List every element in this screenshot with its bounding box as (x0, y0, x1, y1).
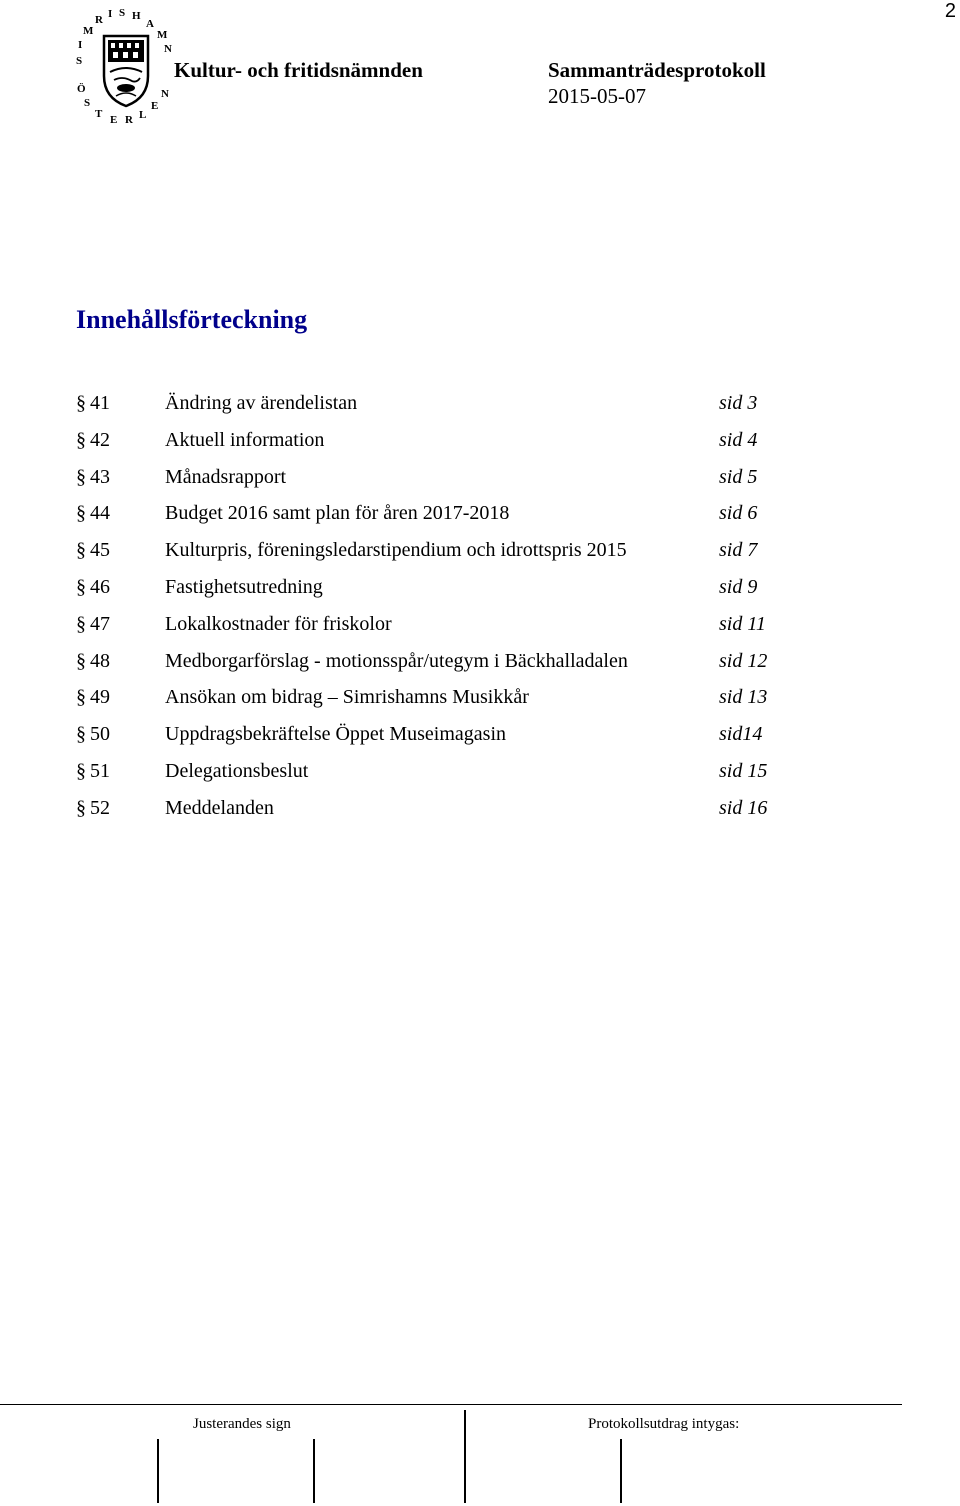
entry-title: Lokalkostnader för friskolor (165, 612, 392, 635)
entry-title: Aktuell information (165, 428, 325, 451)
entry-title: Månadsrapport (165, 465, 287, 488)
entry-title: Uppdragsbekräftelse Öppet Museimagasin (165, 723, 507, 746)
footer-divider (0, 1404, 902, 1405)
section-symbol: § (76, 539, 86, 562)
entry-number: 50 (90, 723, 110, 746)
entry-number: 51 (90, 759, 110, 782)
seal-letter: E (151, 100, 159, 112)
section-symbol: § (76, 649, 86, 672)
section-symbol: § (76, 723, 86, 746)
toc-entry (76, 756, 796, 793)
toc-entry (76, 646, 796, 683)
table-of-contents (76, 388, 796, 830)
entry-title: Meddelanden (165, 796, 274, 819)
entry-number: 48 (90, 649, 110, 672)
page-number: 2 (944, 0, 956, 22)
entry-page: sid 5 (719, 465, 758, 488)
signature-box-divider (157, 1439, 159, 1503)
entry-page: sid 12 (719, 649, 768, 672)
entry-number: 43 (90, 465, 110, 488)
seal-letter: R (125, 114, 133, 126)
entry-number: 52 (90, 796, 110, 819)
seal-letter: N (164, 43, 172, 55)
toc-entry (76, 498, 796, 535)
toc-heading: Innehållsförteckning (76, 305, 308, 334)
section-symbol: § (76, 465, 86, 488)
section-symbol: § (76, 428, 86, 451)
entry-number: 46 (90, 575, 110, 598)
meeting-date: 2015-05-07 (548, 84, 646, 108)
seal-letter: M (83, 25, 94, 37)
entry-title: Ändring av ärendelistan (165, 392, 358, 414)
signature-box-divider (620, 1439, 622, 1503)
toc-entry (76, 462, 796, 499)
seal-letter: M (157, 29, 168, 41)
entry-title: Delegationsbeslut (165, 759, 309, 782)
entry-title: Medborgarförslag - motionsspår/utegym i Bäckhalladalen (165, 649, 628, 672)
toc-entry (76, 572, 796, 609)
entry-title: Ansökan om bidrag – Simrishamns Musikkår (165, 686, 529, 709)
seal-letter: S (119, 7, 126, 19)
seal-letter: S (76, 55, 83, 67)
entry-page: sid 16 (719, 796, 768, 819)
entry-page: sid 11 (719, 612, 766, 635)
seal-letter: A (146, 18, 154, 30)
toc-entry (76, 535, 796, 572)
seal-letter: T (95, 108, 103, 120)
seal-letter: I (78, 39, 83, 51)
entry-page: sid 3 (719, 392, 758, 414)
toc-entry (76, 609, 796, 646)
section-symbol: § (76, 575, 86, 598)
section-symbol: § (76, 502, 86, 525)
entry-title: Budget 2016 samt plan för åren 2017-2018 (165, 502, 510, 525)
section-symbol: § (76, 759, 86, 782)
seal-letter: R (95, 14, 103, 26)
entry-number: 42 (90, 428, 110, 451)
section-symbol: § (76, 796, 86, 819)
entry-page: sid14 (719, 723, 763, 746)
seal-letter: H (132, 10, 141, 22)
justerandes-sign-label: Justerandes sign (193, 1416, 291, 1432)
toc-entry (76, 682, 796, 719)
entry-page: sid 9 (719, 575, 758, 598)
toc-entry (76, 793, 796, 830)
section-symbol: § (76, 392, 86, 414)
entry-title: Kulturpris, föreningsledarstipendium och idrottspris 2015 (165, 539, 627, 562)
entry-page: sid 4 (719, 428, 758, 451)
entry-page: sid 7 (719, 539, 758, 562)
entry-page: sid 13 (719, 686, 768, 709)
entry-title: Fastighetsutredning (165, 575, 323, 598)
entry-number: 49 (90, 686, 110, 709)
protokollsutdrag-label: Protokollsutdrag intygas: (588, 1416, 740, 1432)
entry-number: 45 (90, 539, 110, 562)
entry-number: 44 (90, 502, 110, 525)
entry-number: 47 (90, 612, 110, 635)
seal-letter: S (84, 97, 91, 109)
section-symbol: § (76, 612, 86, 635)
seal-letter: I (108, 8, 113, 20)
shield-icon (104, 36, 148, 106)
seal-letter: Ö (77, 83, 86, 95)
signature-box-divider (313, 1439, 315, 1503)
seal-letter: N (161, 88, 169, 100)
toc-entry (76, 425, 796, 462)
toc-entry (76, 388, 796, 425)
section-symbol: § (76, 686, 86, 709)
toc-entry (76, 719, 796, 756)
seal-letter: L (139, 109, 147, 121)
entry-page: sid 15 (719, 759, 768, 782)
document-type: Sammanträdesprotokoll (548, 58, 766, 82)
signature-box-divider (464, 1410, 466, 1503)
seal-letter: E (110, 114, 118, 126)
municipal-seal-logo (66, 6, 186, 126)
organization-name: Kultur- och fritidsnämnden (174, 58, 423, 82)
entry-page: sid 6 (719, 502, 758, 525)
entry-number: 41 (90, 392, 110, 414)
